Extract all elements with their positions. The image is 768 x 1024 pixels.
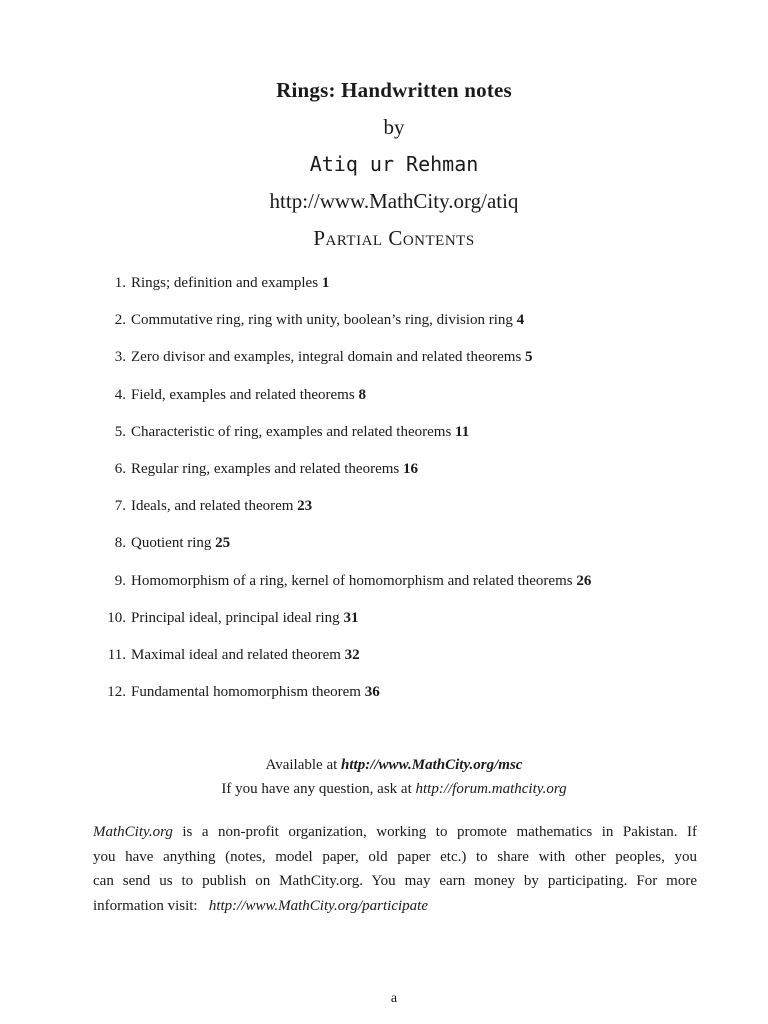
about-paragraph bbox=[93, 820, 697, 918]
question-line bbox=[0, 781, 768, 798]
contents-heading: Partial Contents bbox=[313, 226, 475, 250]
question-prefix: If you have any question, ask at bbox=[221, 781, 412, 797]
contents-item[interactable] bbox=[100, 422, 720, 459]
contents-item-page: 23 bbox=[297, 498, 313, 515]
contents-item-number: 1. bbox=[114, 275, 126, 291]
contents-item[interactable] bbox=[100, 459, 720, 496]
contents-item-title: Fundamental homomorphism theorem bbox=[131, 684, 361, 701]
contents-item[interactable] bbox=[100, 645, 720, 682]
org-name: MathCity.org bbox=[93, 824, 173, 840]
contents-item-title: Commutative ring, ring with unity, boolean’s ring, division ring bbox=[131, 312, 513, 329]
available-prefix: Available at bbox=[265, 757, 338, 773]
contents-item-title: Characteristic of ring, examples and related theorems bbox=[131, 423, 452, 440]
about-line-1 bbox=[93, 820, 697, 845]
contents-item[interactable] bbox=[100, 310, 720, 347]
about-line-2: you have anything (notes, model paper, old paper etc.) to share with other peoples, you bbox=[93, 848, 697, 865]
contents-item-page: 5 bbox=[525, 349, 533, 366]
contents-item-number: 12. bbox=[107, 684, 126, 701]
contents-item-page: 26 bbox=[576, 572, 592, 589]
contents-item[interactable] bbox=[100, 682, 720, 719]
page-number: a bbox=[390, 991, 398, 1006]
contents-item-number: 7. bbox=[114, 498, 126, 515]
available-line bbox=[0, 757, 768, 774]
contents-item[interactable] bbox=[100, 608, 720, 645]
contents-item-title: Field, examples and related theorems bbox=[131, 386, 355, 403]
document-title: Rings: Handwritten notes bbox=[276, 78, 512, 102]
contents-item-number: 3. bbox=[114, 349, 126, 366]
contents-item[interactable] bbox=[100, 273, 720, 310]
contents-list bbox=[100, 273, 720, 719]
author-url[interactable]: http://www.MathCity.org/atiq bbox=[269, 189, 519, 213]
participate-url[interactable]: http://www.MathCity.org/participate bbox=[208, 897, 428, 914]
contents-item-number: 6. bbox=[114, 460, 126, 477]
contents-item[interactable] bbox=[100, 496, 720, 533]
contents-item-page: 8 bbox=[358, 386, 366, 403]
contents-item-number: 11. bbox=[107, 646, 126, 663]
contents-item-page: 4 bbox=[516, 312, 525, 329]
contents-item-number: 10. bbox=[107, 609, 126, 626]
about-line-4-text: information visit: bbox=[93, 897, 202, 914]
contents-item-number: 9. bbox=[114, 572, 126, 589]
by-line: by bbox=[383, 115, 405, 139]
available-url[interactable]: http://www.MathCity.org/msc bbox=[341, 757, 523, 773]
contents-item[interactable] bbox=[100, 385, 720, 422]
forum-url[interactable]: http://forum.mathcity.org bbox=[415, 781, 567, 797]
contents-item-page: 16 bbox=[403, 460, 418, 477]
contents-item-title: Maximal ideal and related theorem bbox=[131, 646, 341, 663]
contents-item[interactable] bbox=[100, 533, 720, 570]
contents-item-title: Zero divisor and examples, integral domain and related theorems bbox=[131, 349, 522, 366]
about-line-3: can send us to publish on MathCity.org. You may earn money by participating. For more bbox=[93, 873, 697, 889]
contents-item-title: Ideals, and related theorem bbox=[131, 498, 294, 515]
contents-item-number: 5. bbox=[114, 423, 126, 440]
contents-item-number: 4. bbox=[114, 386, 126, 403]
contents-item-title: Principal ideal, principal ideal ring bbox=[131, 609, 340, 626]
contents-item[interactable] bbox=[100, 347, 720, 384]
contents-item[interactable] bbox=[100, 571, 720, 608]
about-line-4 bbox=[93, 894, 697, 919]
contents-item-page: 1 bbox=[321, 275, 330, 291]
author-name: Atiq ur Rehman bbox=[309, 152, 479, 176]
contents-item-page: 25 bbox=[215, 535, 231, 552]
contents-item-title: Regular ring, examples and related theorems bbox=[131, 460, 400, 477]
contents-item-page: 11 bbox=[455, 423, 470, 440]
contents-item-number: 2. bbox=[114, 312, 126, 329]
contents-item-title: Homomorphism of a ring, kernel of homomorphism and related theorems bbox=[131, 572, 573, 589]
contents-item-title: Rings; definition and examples bbox=[131, 275, 319, 291]
about-line-1-text: is a non-profit organization, working to promote mathematics in Pakistan. If bbox=[172, 824, 697, 840]
contents-item-title: Quotient ring bbox=[131, 535, 212, 552]
contents-item-number: 8. bbox=[114, 535, 126, 552]
contents-item-page: 31 bbox=[343, 609, 359, 626]
contents-item-page: 32 bbox=[344, 646, 360, 663]
contents-item-page: 36 bbox=[364, 684, 380, 701]
